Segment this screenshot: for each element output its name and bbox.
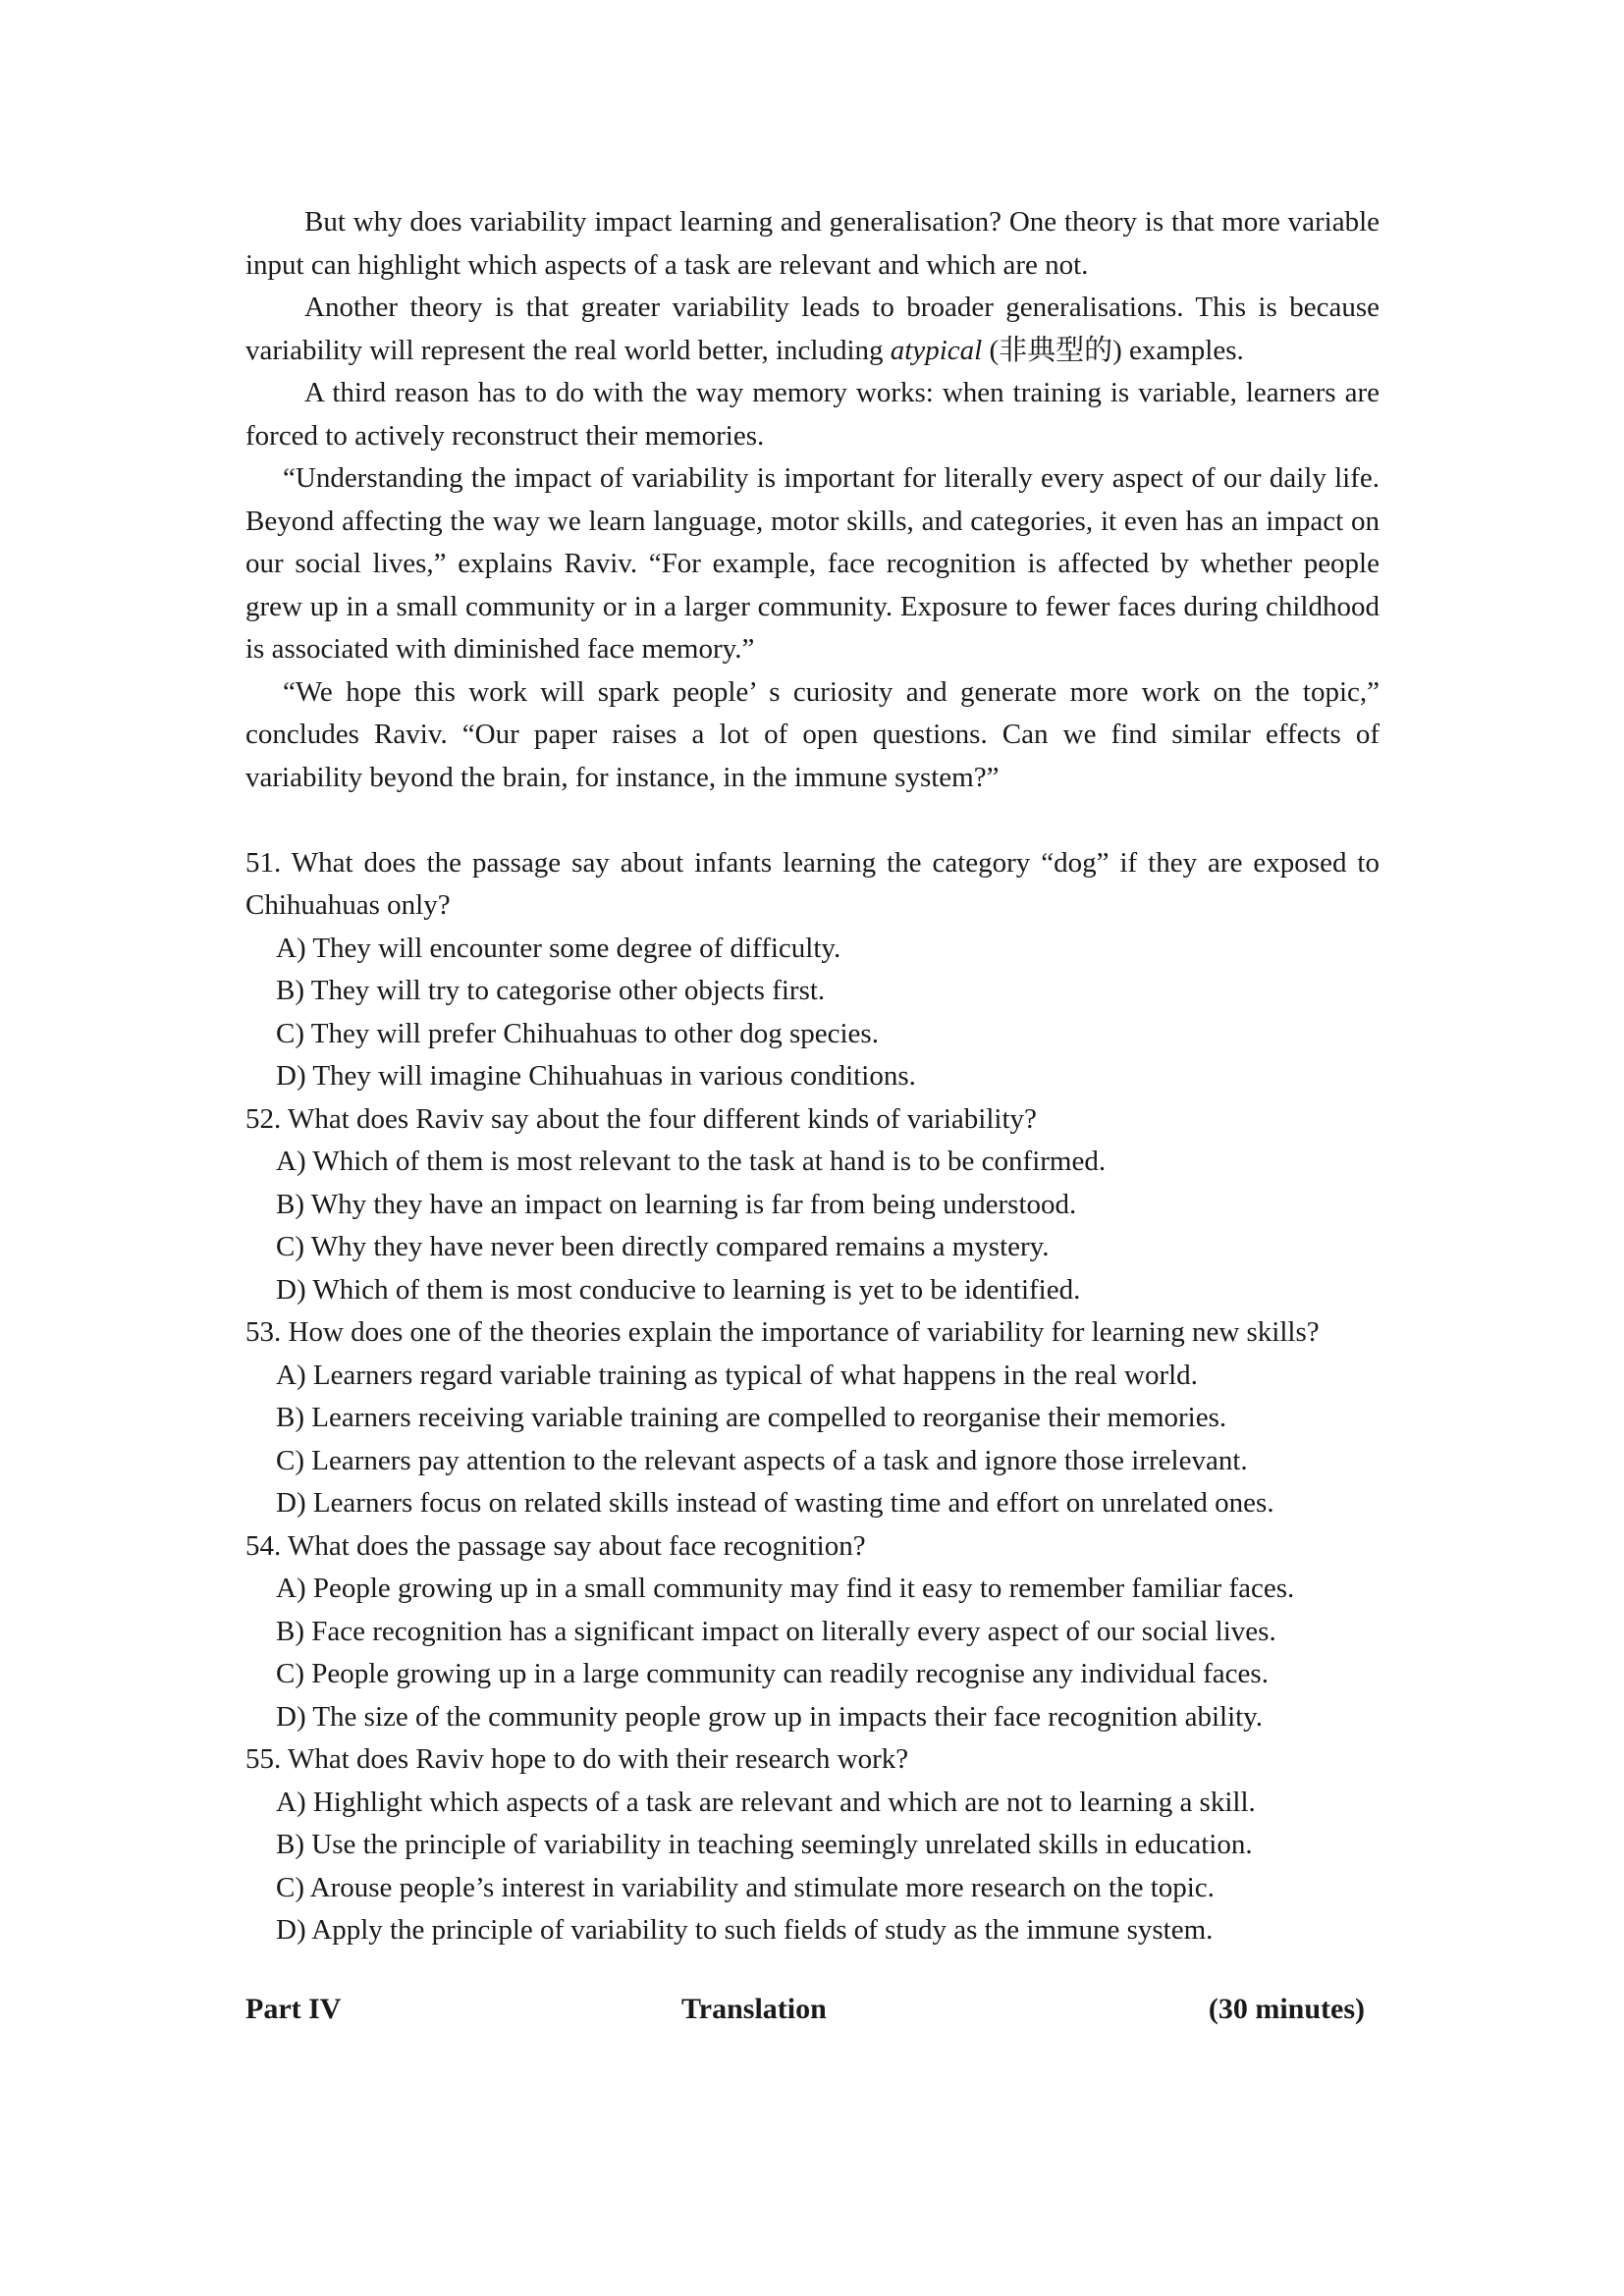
passage-text: (非典型的) examples.	[982, 334, 1244, 366]
part-time: (30 minutes)	[1208, 1993, 1365, 2025]
page-content	[245, 201, 1380, 1952]
answer-option[interactable]: B) Why they have an impact on learning is far from being understood.	[276, 1188, 1077, 1220]
section-spacer	[245, 799, 1380, 842]
passage-paragraph: “We hope this work will spark people’ s curiosity and generate more work on the topic,” concludes Raviv. “Our paper raises a lot of open questions. Can we find similar effects of variability beyond the brain, for instance, in the immune system?”	[245, 675, 1380, 793]
answer-option[interactable]: A) They will encounter some degree of difficulty.	[276, 932, 841, 964]
answer-option[interactable]: A) Highlight which aspects of a task are relevant and which are not to learning a skill.	[276, 1786, 1256, 1818]
question-stem: 51. What does the passage say about infants learning the category “dog” if they are exposed to Chihuahuas only?	[245, 846, 1380, 921]
answer-option[interactable]: B) Use the principle of variability in teaching seemingly unrelated skills in education.	[276, 1829, 1253, 1860]
question-stem: 53. How does one of the theories explain the importance of variability for learning new skills?	[245, 1316, 1320, 1348]
part-title: Translation	[681, 1993, 827, 2025]
answer-option[interactable]: C) Arouse people’s interest in variability and stimulate more research on the topic.	[276, 1871, 1215, 1903]
passage-paragraph: A third reason has to do with the way memory works: when training is variable, learners are forced to actively reconstruct their memories.	[245, 377, 1380, 452]
question-stem: 55. What does Raviv hope to do with their research work?	[245, 1743, 909, 1775]
answer-option[interactable]: D) Which of them is most conducive to learning is yet to be identified.	[276, 1273, 1081, 1306]
question-53	[245, 1311, 1380, 1525]
answer-option[interactable]: A) Learners regard variable training as typical of what happens in the real world.	[276, 1359, 1198, 1391]
passage-paragraph	[245, 287, 1380, 372]
answer-option[interactable]: A) People growing up in a small community may find it easy to remember familiar faces.	[276, 1573, 1295, 1604]
passage-paragraph: “Understanding the impact of variability is important for literally every aspect of our daily life. Beyond affecting the way we learn language, motor skills, and categories, it even has an impact on our social lives,” explains Raviv. “For example, face recognition is affected by whether people grew up in a small community or in a larger community. Exposure to fewer faces during childhood is associated with diminished face memory.”	[245, 462, 1380, 665]
answer-option[interactable]: D) Apply the principle of variability to such fields of study as the immune system.	[276, 1914, 1214, 1946]
question-52	[245, 1098, 1380, 1312]
answer-option[interactable]: C) Learners pay attention to the relevant aspects of a task and ignore those irrelevant.	[276, 1444, 1248, 1476]
part-heading	[245, 1988, 1365, 2031]
question-51	[245, 842, 1380, 1098]
italic-term: atypical	[890, 334, 983, 366]
answer-option[interactable]: B) Face recognition has a significant impact on literally every aspect of our social lives.	[276, 1615, 1276, 1647]
answer-option[interactable]: D) Learners focus on related skills instead of wasting time and effort on unrelated ones.	[276, 1487, 1274, 1519]
answer-option[interactable]: D) The size of the community people grow up in impacts their face recognition ability.	[276, 1700, 1264, 1733]
answer-option[interactable]: C) They will prefer Chihuahuas to other dog species.	[276, 1017, 879, 1049]
question-54	[245, 1525, 1380, 1739]
answer-option[interactable]: C) People growing up in a large community can readily recognise any individual faces.	[276, 1658, 1269, 1689]
answer-option[interactable]: C) Why they have never been directly compared remains a mystery.	[276, 1231, 1050, 1262]
answer-option[interactable]: D) They will imagine Chihuahuas in various conditions.	[276, 1060, 916, 1092]
question-stem: 54. What does the passage say about face recognition?	[245, 1529, 866, 1562]
answer-option[interactable]: A) Which of them is most relevant to the task at hand is to be confirmed.	[276, 1146, 1107, 1177]
answer-option[interactable]: B) Learners receiving variable training are compelled to reorganise their memories.	[276, 1402, 1227, 1433]
question-stem: 52. What does Raviv say about the four different kinds of variability?	[245, 1102, 1037, 1135]
question-55	[245, 1738, 1380, 1952]
passage-paragraph: But why does variability impact learning and generalisation? One theory is that more variable input can highlight which aspects of a task are relevant and which are not.	[245, 206, 1380, 281]
answer-option[interactable]: B) They will try to categorise other objects first.	[276, 975, 826, 1006]
passage-text: Another theory is that greater variability leads to broader generalisations. This is because variability will represent the real world better, including	[245, 292, 1380, 366]
part-label: Part IV	[245, 1993, 342, 2025]
